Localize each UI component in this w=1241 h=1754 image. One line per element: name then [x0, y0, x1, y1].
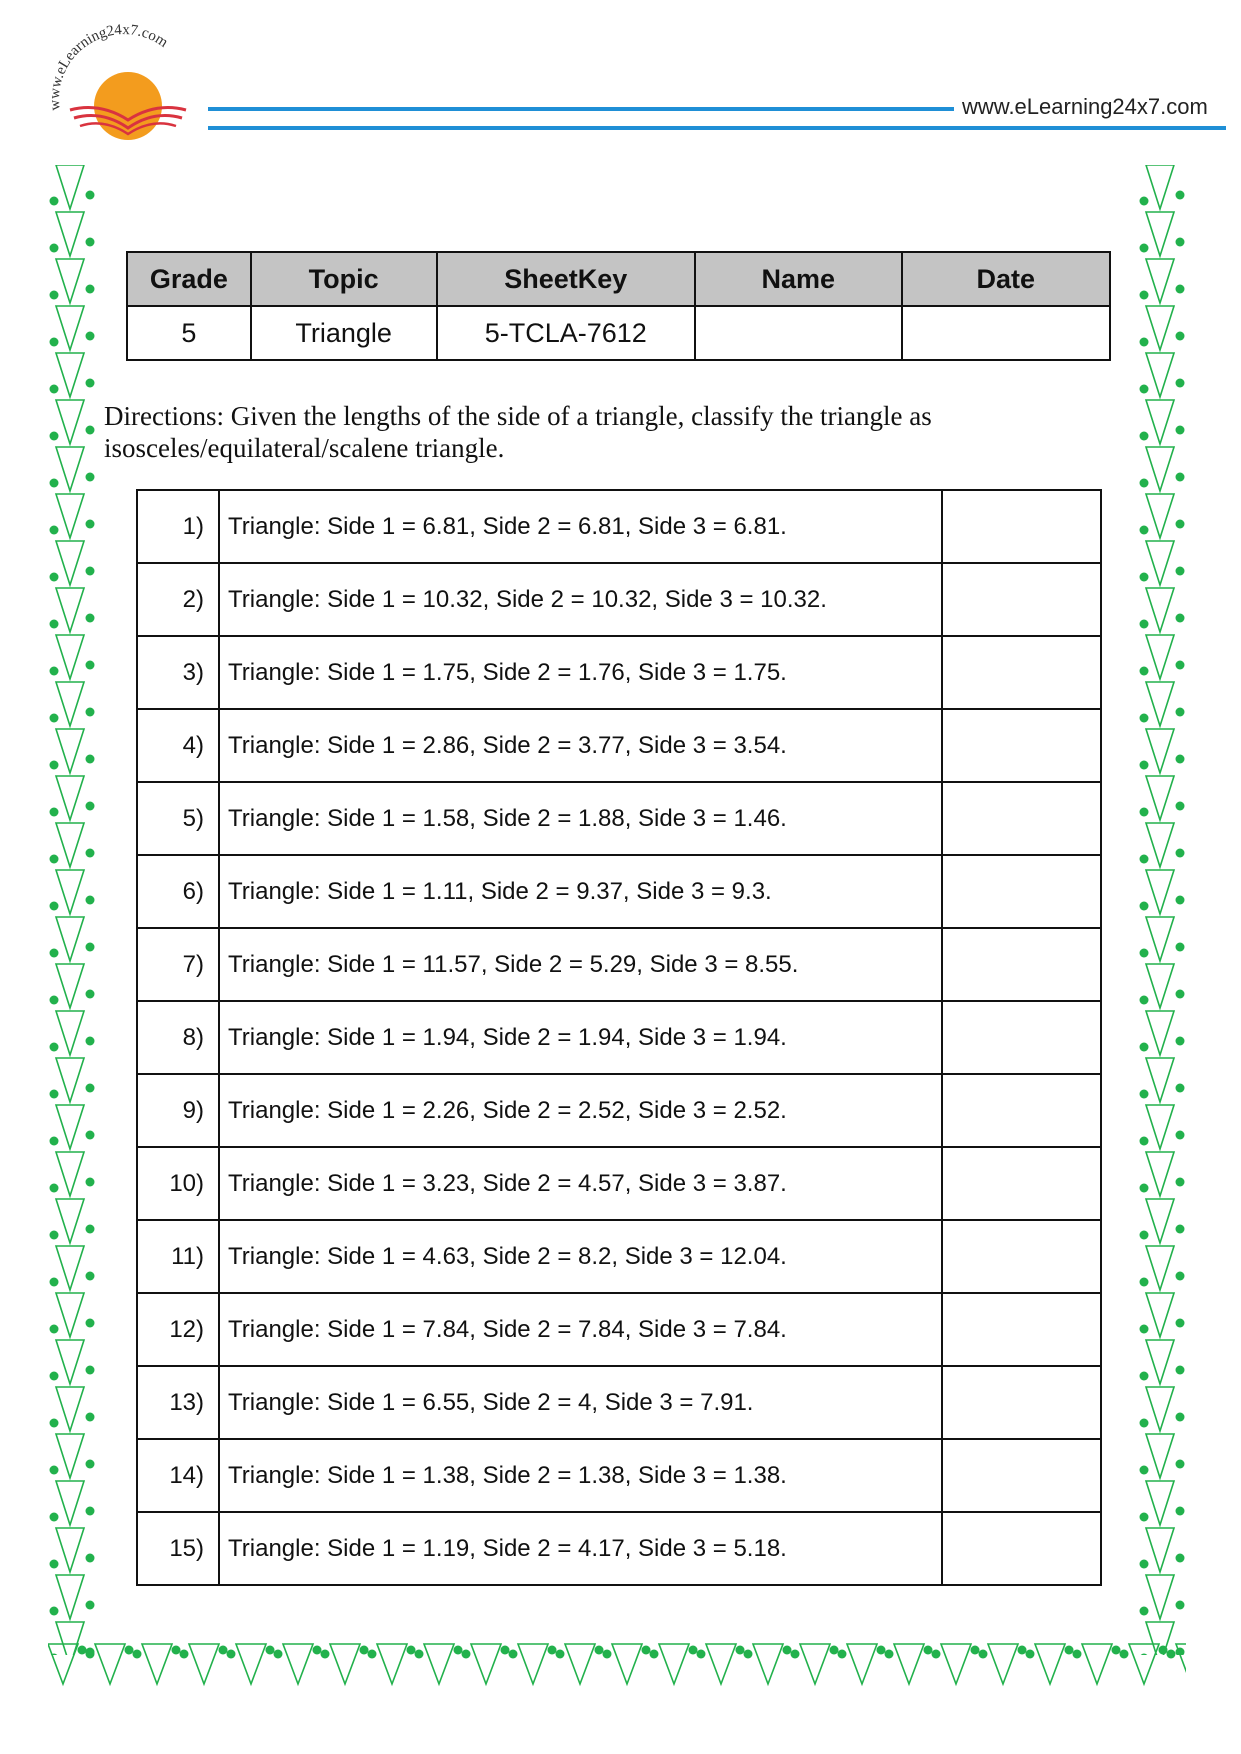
border-motif: [50, 541, 95, 585]
question-text: Triangle: Side 1 = 3.23, Side 2 = 4.57, Side 3 = 3.87.: [219, 1147, 942, 1220]
topic-header: Topic: [251, 252, 437, 306]
answer-cell[interactable]: [942, 782, 1101, 855]
border-motif: [50, 917, 95, 961]
question-text: Triangle: Side 1 = 1.75, Side 2 = 1.76, Side 3 = 1.75.: [219, 636, 942, 709]
border-motif: [424, 1644, 471, 1684]
question-text: Triangle: Side 1 = 2.86, Side 2 = 3.77, Side 3 = 3.54.: [219, 709, 942, 782]
question-row: [137, 1366, 1101, 1439]
border-motif: [50, 1152, 95, 1196]
border-motif: [1140, 635, 1185, 679]
question-number: 15): [137, 1512, 219, 1585]
border-motif: [1140, 1105, 1185, 1149]
border-motif: [142, 1644, 189, 1684]
border-motif: [1140, 212, 1185, 256]
border-motif: [50, 1387, 95, 1431]
border-motif: [518, 1644, 565, 1684]
border-motif: [1140, 1575, 1185, 1619]
question-text: Triangle: Side 1 = 1.38, Side 2 = 1.38, Side 3 = 1.38.: [219, 1439, 942, 1512]
site-url[interactable]: www.eLearning24x7.com: [962, 94, 1208, 119]
border-motif: [1140, 1152, 1185, 1196]
logo-arc-text: www.eLearning24x7.com: [46, 21, 171, 112]
border-motif: [1140, 917, 1185, 961]
border-motif: [1129, 1644, 1176, 1684]
answer-cell[interactable]: [942, 1074, 1101, 1147]
question-number: 6): [137, 855, 219, 928]
question-row: [137, 490, 1101, 563]
border-motif: [1140, 494, 1185, 538]
sheetkey-value: 5-TCLA-7612: [437, 306, 696, 360]
border-motif: [95, 1644, 142, 1684]
date-field[interactable]: [902, 306, 1110, 360]
border-motif: [50, 353, 95, 397]
question-number: 1): [137, 490, 219, 563]
border-motif: [659, 1644, 706, 1684]
border-motif: [50, 776, 95, 820]
border-motif: [48, 1644, 95, 1684]
border-motif: [50, 1575, 95, 1619]
question-text: Triangle: Side 1 = 1.11, Side 2 = 9.37, Side 3 = 9.3.: [219, 855, 942, 928]
border-motif: [1140, 588, 1185, 632]
border-motif: [1140, 823, 1185, 867]
question-row: [137, 1512, 1101, 1585]
header-rule-long: [208, 126, 1226, 130]
answer-cell[interactable]: [942, 1439, 1101, 1512]
header-rule-short: [208, 107, 954, 111]
border-motif: [847, 1644, 894, 1684]
border-motif: [612, 1644, 659, 1684]
name-header: Name: [695, 252, 902, 306]
answer-cell[interactable]: [942, 709, 1101, 782]
question-number: 7): [137, 928, 219, 1001]
question-number: 8): [137, 1001, 219, 1074]
answer-cell[interactable]: [942, 1147, 1101, 1220]
worksheet-info-table: [126, 251, 1111, 361]
border-motif: [50, 1293, 95, 1337]
decorative-border-bottom: [48, 1640, 1186, 1688]
question-number: 13): [137, 1366, 219, 1439]
border-motif: [50, 1011, 95, 1055]
border-motif: [50, 1105, 95, 1149]
question-row: [137, 636, 1101, 709]
answer-cell[interactable]: [942, 1293, 1101, 1366]
border-motif: [377, 1644, 424, 1684]
border-motif: [50, 1434, 95, 1478]
answer-cell[interactable]: [942, 1512, 1101, 1585]
border-motif: [50, 306, 95, 350]
border-motif: [1140, 541, 1185, 585]
question-row: [137, 928, 1101, 1001]
border-motif: [330, 1644, 377, 1684]
border-motif: [1140, 1246, 1185, 1290]
question-number: 9): [137, 1074, 219, 1147]
border-motif: [1140, 870, 1185, 914]
question-number: 12): [137, 1293, 219, 1366]
border-motif: [988, 1644, 1035, 1684]
border-motif: [941, 1644, 988, 1684]
border-motif: [1140, 306, 1185, 350]
border-motif: [189, 1644, 236, 1684]
question-text: Triangle: Side 1 = 10.32, Side 2 = 10.32, Side 3 = 10.32.: [219, 563, 942, 636]
border-motif: [283, 1644, 330, 1684]
question-row: [137, 1147, 1101, 1220]
directions-text: Directions: Given the lengths of the side of a triangle, classify the triangle as isosceles/equilateral/scalene triangle.: [104, 401, 932, 463]
border-motif: [50, 165, 95, 209]
border-motif: [706, 1644, 753, 1684]
border-motif: [50, 1340, 95, 1384]
border-motif: [1140, 1340, 1185, 1384]
border-motif: [50, 964, 95, 1008]
border-motif: [50, 588, 95, 632]
question-row: [137, 1293, 1101, 1366]
border-motif: [50, 729, 95, 773]
question-text: Triangle: Side 1 = 6.55, Side 2 = 4, Side 3 = 7.91.: [219, 1366, 942, 1439]
answer-cell[interactable]: [942, 1001, 1101, 1074]
border-motif: [1140, 1387, 1185, 1431]
question-text: Triangle: Side 1 = 1.58, Side 2 = 1.88, Side 3 = 1.46.: [219, 782, 942, 855]
border-motif: [1140, 447, 1185, 491]
question-row: [137, 1001, 1101, 1074]
question-text: Triangle: Side 1 = 1.19, Side 2 = 4.17, Side 3 = 5.18.: [219, 1512, 942, 1585]
border-motif: [50, 823, 95, 867]
border-motif: [50, 400, 95, 444]
grade-header: Grade: [127, 252, 251, 306]
border-motif: [1082, 1644, 1129, 1684]
border-motif: [1140, 1011, 1185, 1055]
question-row: [137, 855, 1101, 928]
border-motif: [1140, 729, 1185, 773]
decorative-border-left: [48, 165, 96, 1655]
border-motif: [471, 1644, 518, 1684]
border-motif: [753, 1644, 800, 1684]
border-motif: [1140, 1434, 1185, 1478]
border-motif: [1140, 682, 1185, 726]
answer-cell[interactable]: [942, 636, 1101, 709]
question-text: Triangle: Side 1 = 1.94, Side 2 = 1.94, Side 3 = 1.94.: [219, 1001, 942, 1074]
border-motif: [1035, 1644, 1082, 1684]
question-number: 14): [137, 1439, 219, 1512]
border-motif: [50, 1528, 95, 1572]
question-number: 11): [137, 1220, 219, 1293]
info-header-row: [127, 252, 1110, 306]
question-row: [137, 709, 1101, 782]
question-row: [137, 1220, 1101, 1293]
border-motif: [1140, 1293, 1185, 1337]
answer-cell[interactable]: [942, 928, 1101, 1001]
border-motif: [1140, 165, 1185, 209]
question-number: 3): [137, 636, 219, 709]
topic-value: Triangle: [251, 306, 437, 360]
question-text: Triangle: Side 1 = 4.63, Side 2 = 8.2, Side 3 = 12.04.: [219, 1220, 942, 1293]
answer-cell[interactable]: [942, 1366, 1101, 1439]
border-motif: [894, 1644, 941, 1684]
border-motif: [50, 1058, 95, 1102]
question-row: [137, 1439, 1101, 1512]
border-motif: [50, 682, 95, 726]
question-text: Triangle: Side 1 = 11.57, Side 2 = 5.29, Side 3 = 8.55.: [219, 928, 942, 1001]
border-motif: [1140, 1058, 1185, 1102]
answer-cell[interactable]: [942, 855, 1101, 928]
name-field[interactable]: [695, 306, 902, 360]
border-motif: [50, 494, 95, 538]
border-motif: [50, 870, 95, 914]
border-motif: [50, 1481, 95, 1525]
question-number: 4): [137, 709, 219, 782]
border-motif: [1140, 1199, 1185, 1243]
question-text: Triangle: Side 1 = 6.81, Side 2 = 6.81, Side 3 = 6.81.: [219, 490, 942, 563]
info-value-row: [127, 306, 1110, 360]
border-motif: [50, 447, 95, 491]
question-row: [137, 563, 1101, 636]
sheetkey-header: SheetKey: [437, 252, 696, 306]
border-motif: [1140, 259, 1185, 303]
answer-cell[interactable]: [942, 490, 1101, 563]
question-number: 2): [137, 563, 219, 636]
border-motif: [50, 635, 95, 679]
border-motif: [1176, 1644, 1186, 1684]
grade-value: 5: [127, 306, 251, 360]
elearning-logo: [40, 18, 215, 148]
border-motif: [1140, 1528, 1185, 1572]
question-text: Triangle: Side 1 = 2.26, Side 2 = 2.52, Side 3 = 2.52.: [219, 1074, 942, 1147]
date-header: Date: [902, 252, 1110, 306]
answer-cell[interactable]: [942, 563, 1101, 636]
question-row: [137, 782, 1101, 855]
border-motif: [1140, 776, 1185, 820]
border-motif: [50, 1246, 95, 1290]
question-table: [136, 489, 1102, 1586]
border-motif: [565, 1644, 612, 1684]
border-motif: [800, 1644, 847, 1684]
answer-cell[interactable]: [942, 1220, 1101, 1293]
border-motif: [1140, 964, 1185, 1008]
border-motif: [1140, 1481, 1185, 1525]
question-number: 10): [137, 1147, 219, 1220]
border-motif: [50, 1199, 95, 1243]
border-motif: [50, 259, 95, 303]
decorative-border-right: [1138, 165, 1186, 1655]
border-motif: [50, 212, 95, 256]
border-motif: [1140, 400, 1185, 444]
question-row: [137, 1074, 1101, 1147]
border-motif: [236, 1644, 283, 1684]
question-text: Triangle: Side 1 = 7.84, Side 2 = 7.84, Side 3 = 7.84.: [219, 1293, 942, 1366]
question-number: 5): [137, 782, 219, 855]
border-motif: [1140, 353, 1185, 397]
